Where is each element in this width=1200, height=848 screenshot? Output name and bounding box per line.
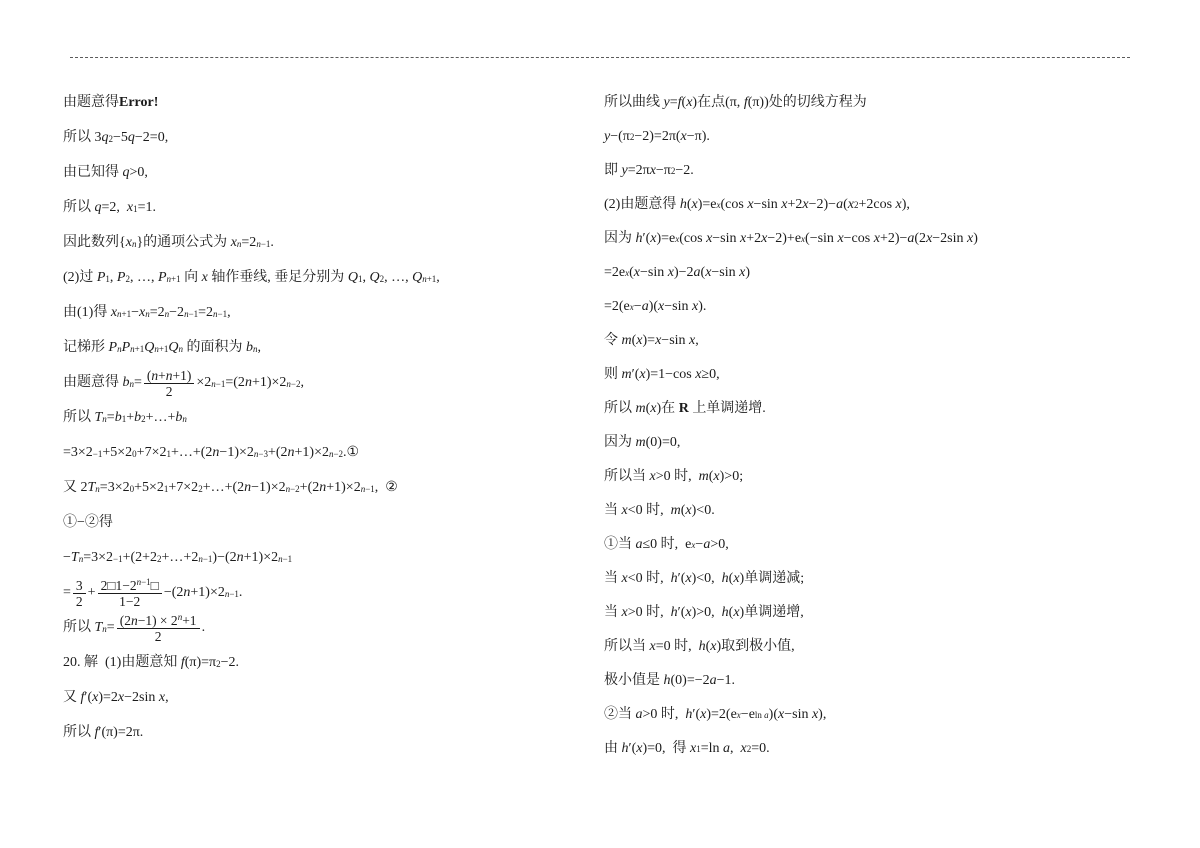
left-column [63, 86, 568, 751]
text-line: 因为 h ′( x )=e x (cos x −sin x +2 x −2)+e x (−sin x −cos x +2)− a (2 x −2sin x ) [604, 230, 978, 246]
text-line: 当 x <0 时, h ′( x )<0, h ( x )单调递减; [604, 570, 805, 586]
text-line: y −(π 2 −2)=2π( x −π). [604, 128, 710, 144]
text-line: 由 h ′( x )=0, 得 x 1 =ln a , x 2 =0. [604, 740, 770, 756]
text-line: 由题意得 Error! [63, 95, 159, 111]
text-line: 则 m ′( x )=1−cos x ≥0, [604, 366, 720, 382]
text-line: 所以 T n = b 1 + b 2 +…+ b n [63, 410, 187, 426]
text-line: 极小值是 h (0)=−2 a −1. [604, 672, 736, 688]
text-line: 所以 m ( x )在 R 上单调递增. [604, 400, 766, 416]
text-line: 由(1)得 x n+1 − x n =2 n −2 n−1 =2 n−1 , [63, 305, 231, 321]
text-line: 当 x >0 时, h ′( x )>0, h ( x )单调递增, [604, 604, 804, 620]
text-line: 由题意得 b n = $\frac{(n+n+1)}{2}$ ×2 n−1 =(2 n +1)×2 n−2 , [63, 367, 304, 399]
text-line: 所以曲线 y = f ( x )在点(π, f (π))处的切线方程为 [604, 94, 867, 110]
text-line: 又 2 T n =3×2 0 +5×2 1 +7×2 2 +…+(2 n −1)×2 n−2 +(2 n +1)×2 n−1 , ② [63, 480, 398, 496]
text-line: 所以 f ′(π)=2π. [63, 725, 144, 741]
text-line: 所以 T n = $\frac{(2n-1) \times 2^n+1}{2}$ . [63, 611, 206, 644]
top-divider [70, 57, 1130, 58]
text-line: 令 m ( x )= x −sin x , [604, 332, 699, 348]
text-line: 所以 q =2, x 1 =1. [63, 200, 157, 216]
text-line: 因为 m (0)=0, [604, 434, 681, 450]
text-line: − T n =3×2 −1 +(2+2 2 +…+2 n−1 )−(2 n +1)×2 n−1 [63, 550, 293, 566]
text-line: 所以当 x =0 时, h ( x )取到极小值, [604, 638, 795, 654]
text-line: 20. 解 (1)由题意知 f (π)=π 2 −2. [63, 655, 239, 671]
text-line: =2e x ( x −sin x )−2 a ( x −sin x ) [604, 264, 751, 280]
text-line: (2)过 P 1 , P 2 , …, P n+1 向 x 轴作垂线, 垂足分别为 Q 1 , Q 2 , …, Q n+1 , [63, 270, 440, 286]
text-line: ②当 a >0 时, h ′( x )=2(e x −e ln a )( x −sin x ), [604, 706, 827, 722]
text-line: 又 f ′( x )=2 x −2sin x , [63, 690, 169, 706]
text-line: 记梯形 P n P n+1 Q n+1 Q n 的面积为 b n , [63, 340, 262, 356]
text-line: 当 x <0 时, m ( x )<0. [604, 502, 715, 518]
text-line: ①当 a ≤0 时, e x − a >0, [604, 536, 729, 552]
text-line: = $\frac{3}{2}$ + $\frac{2□1-2^{n-1}□}{1-2}$ −(2 n +1)×2 n−1 . [63, 576, 243, 609]
right-column [604, 86, 1144, 766]
text-line: 因此数列{ x n }的通项公式为 x n =2 n−1 . [63, 235, 274, 251]
text-line: 所以 3 q 2 −5 q −2=0, [63, 130, 169, 146]
text-line: 所以当 x >0 时, m ( x )>0; [604, 468, 744, 484]
text-line: =3×2 −1 +5×2 0 +7×2 1 +…+(2 n −1)×2 n−3 +(2 n +1)×2 n−2 .① [63, 445, 360, 461]
text-line: =2(e x − a )( x −sin x ). [604, 298, 707, 314]
text-line: 由已知得 q >0, [63, 165, 148, 181]
text-line: (2)由题意得 h ( x )=e x (cos x −sin x +2 x −2)− a ( x 2 +2cos x ), [604, 196, 910, 212]
text-line: ①−②得 [63, 515, 113, 531]
text-line: 即 y =2π x −π 2 −2. [604, 162, 694, 178]
